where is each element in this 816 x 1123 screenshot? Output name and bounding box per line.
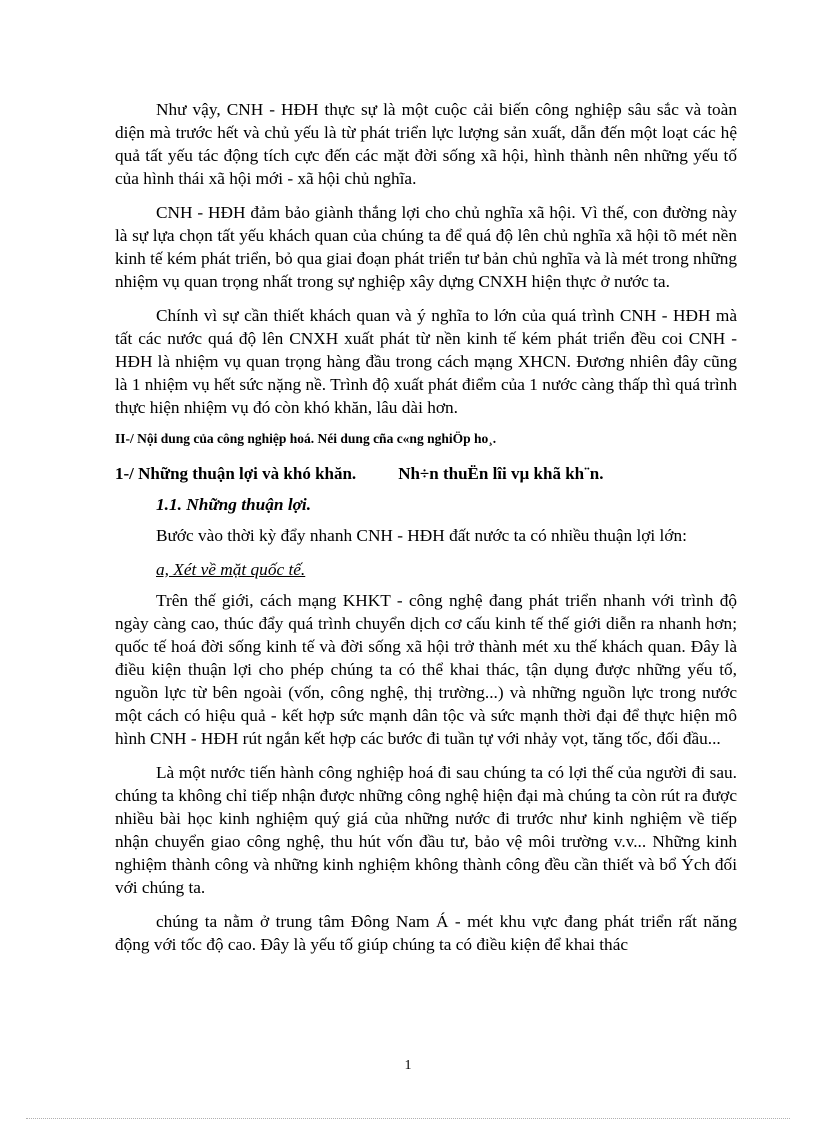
paragraph: Bước vào thời kỳ đẩy nhanh CNH - HĐH đất nước ta có nhiều thuận lợi lớn: (156, 526, 687, 545)
paragraph: Chính vì sự cần thiết khách quan và ý nghĩa to lớn của quá trình CNH - HĐH mà tất các nước quá độ lên CNXH xuất phát từ nền kinh tế kém phát triển đều coi CNH - HĐH là nhiệm vụ quan trọng hàng đầu trong cách mạng XHCN. Đương nhiên đây cũng là 1 nhiệm vụ hết sức nặng nề. Trình độ xuất phát điểm của 1 nước càng thấp thì quá trình thực hiện nhiệm vụ đó còn khó khăn, lâu dài hơn. (115, 306, 737, 417)
subsection-heading-garbled: Nh÷n thuËn lîi vµ khã kh¨n. (398, 464, 604, 483)
paragraph: CNH - HĐH đảm bảo giành thắng lợi cho chủ nghĩa xã hội. Vì thế, con đường này là sự lựa chọn tất yếu khách quan của chúng ta để quá độ lên chủ nghĩa xã hội tõ mét nền kinh tế kém phát triển, bỏ qua giai đoạn phát triển tư bản chủ nghĩa và là mét trong những nhiệm vụ quan trọng nhất trong sự nghiệp xây dựng CNXH hiện thực ở nước ta. (115, 203, 737, 291)
document-page (115, 98, 737, 967)
paragraph: Trên thế giới, cách mạng KHKT - công nghệ đang phát triển nhanh với trình độ ngày càng cao, thúc đẩy quá trình chuyển dịch cơ cấu kinh tế thế giới diễn ra nhanh hơn; quốc tế hoá đời sống kinh tế và đời sống xã hội trở thành mét xu thế khách quan. Đây là điều kiện thuận lợi cho phép chúng ta có thể khai thác, tận dụng được những yếu tố, nguồn lực từ bên ngoài (vốn, công nghệ, thị trường...) và những nguồn lực trong nước một cách có hiệu quả - kết hợp sức mạnh dân tộc và sức mạnh thời đại để thực hiện mô hình CNH - HĐH rút ngắn kết hợp các bước đi tuần tự với nhảy vọt, tăng tốc, đối đầu... (115, 591, 737, 748)
sub-subsection-heading: 1.1. Những thuận lợi. (156, 495, 312, 514)
paragraph: Là một nước tiến hành công nghiệp hoá đi sau chúng ta có lợi thế của người đi sau. chúng ta không chỉ tiếp nhận được những công nghệ hiện đại mà chúng ta còn rút ra được nhiều bài học kinh nghiệm quý giá của những nước đi trước như kinh nghiệm về tiếp nhận chuyển giao công nghệ, thu hút vốn đầu tư, bảo vệ môi trường v.v... Những kinh nghiệm thành công và những kinh nghiệm không thành công đều cần thiết và bổ Ých đối với chúng ta. (115, 763, 737, 897)
paragraph: Như vậy, CNH - HĐH thực sự là một cuộc cải biến công nghiệp sâu sắc và toàn diện mà trước hết và chủ yếu là từ phát triển lực lượng sản xuất, dẫn đến một loạt các hệ quả tất yếu tác động tích cực đến các mặt đời sống xã hội, hình thành nên những yếu tố của hình thái xã hội mới - xã hội chủ nghĩa. (115, 100, 737, 188)
point-heading: a, Xét về mặt quốc tế. (156, 560, 306, 579)
page-bottom-divider (26, 1118, 790, 1119)
paragraph: chúng ta nằm ở trung tâm Đông Nam Á - mét khu vực đang phát triển rất năng động với tốc độ cao. Đây là yếu tố giúp chúng ta có điều kiện để khai thác (115, 912, 737, 954)
page-number: 1 (404, 1058, 412, 1073)
section-heading: II-/ Nội dung của công nghiệp hoá. Néi dung cña c«ng nghiÖp ho¸. (115, 431, 497, 446)
subsection-heading-text: 1-/ Những thuận lợi và khó khăn. (115, 464, 357, 483)
subsection-heading (115, 462, 737, 485)
